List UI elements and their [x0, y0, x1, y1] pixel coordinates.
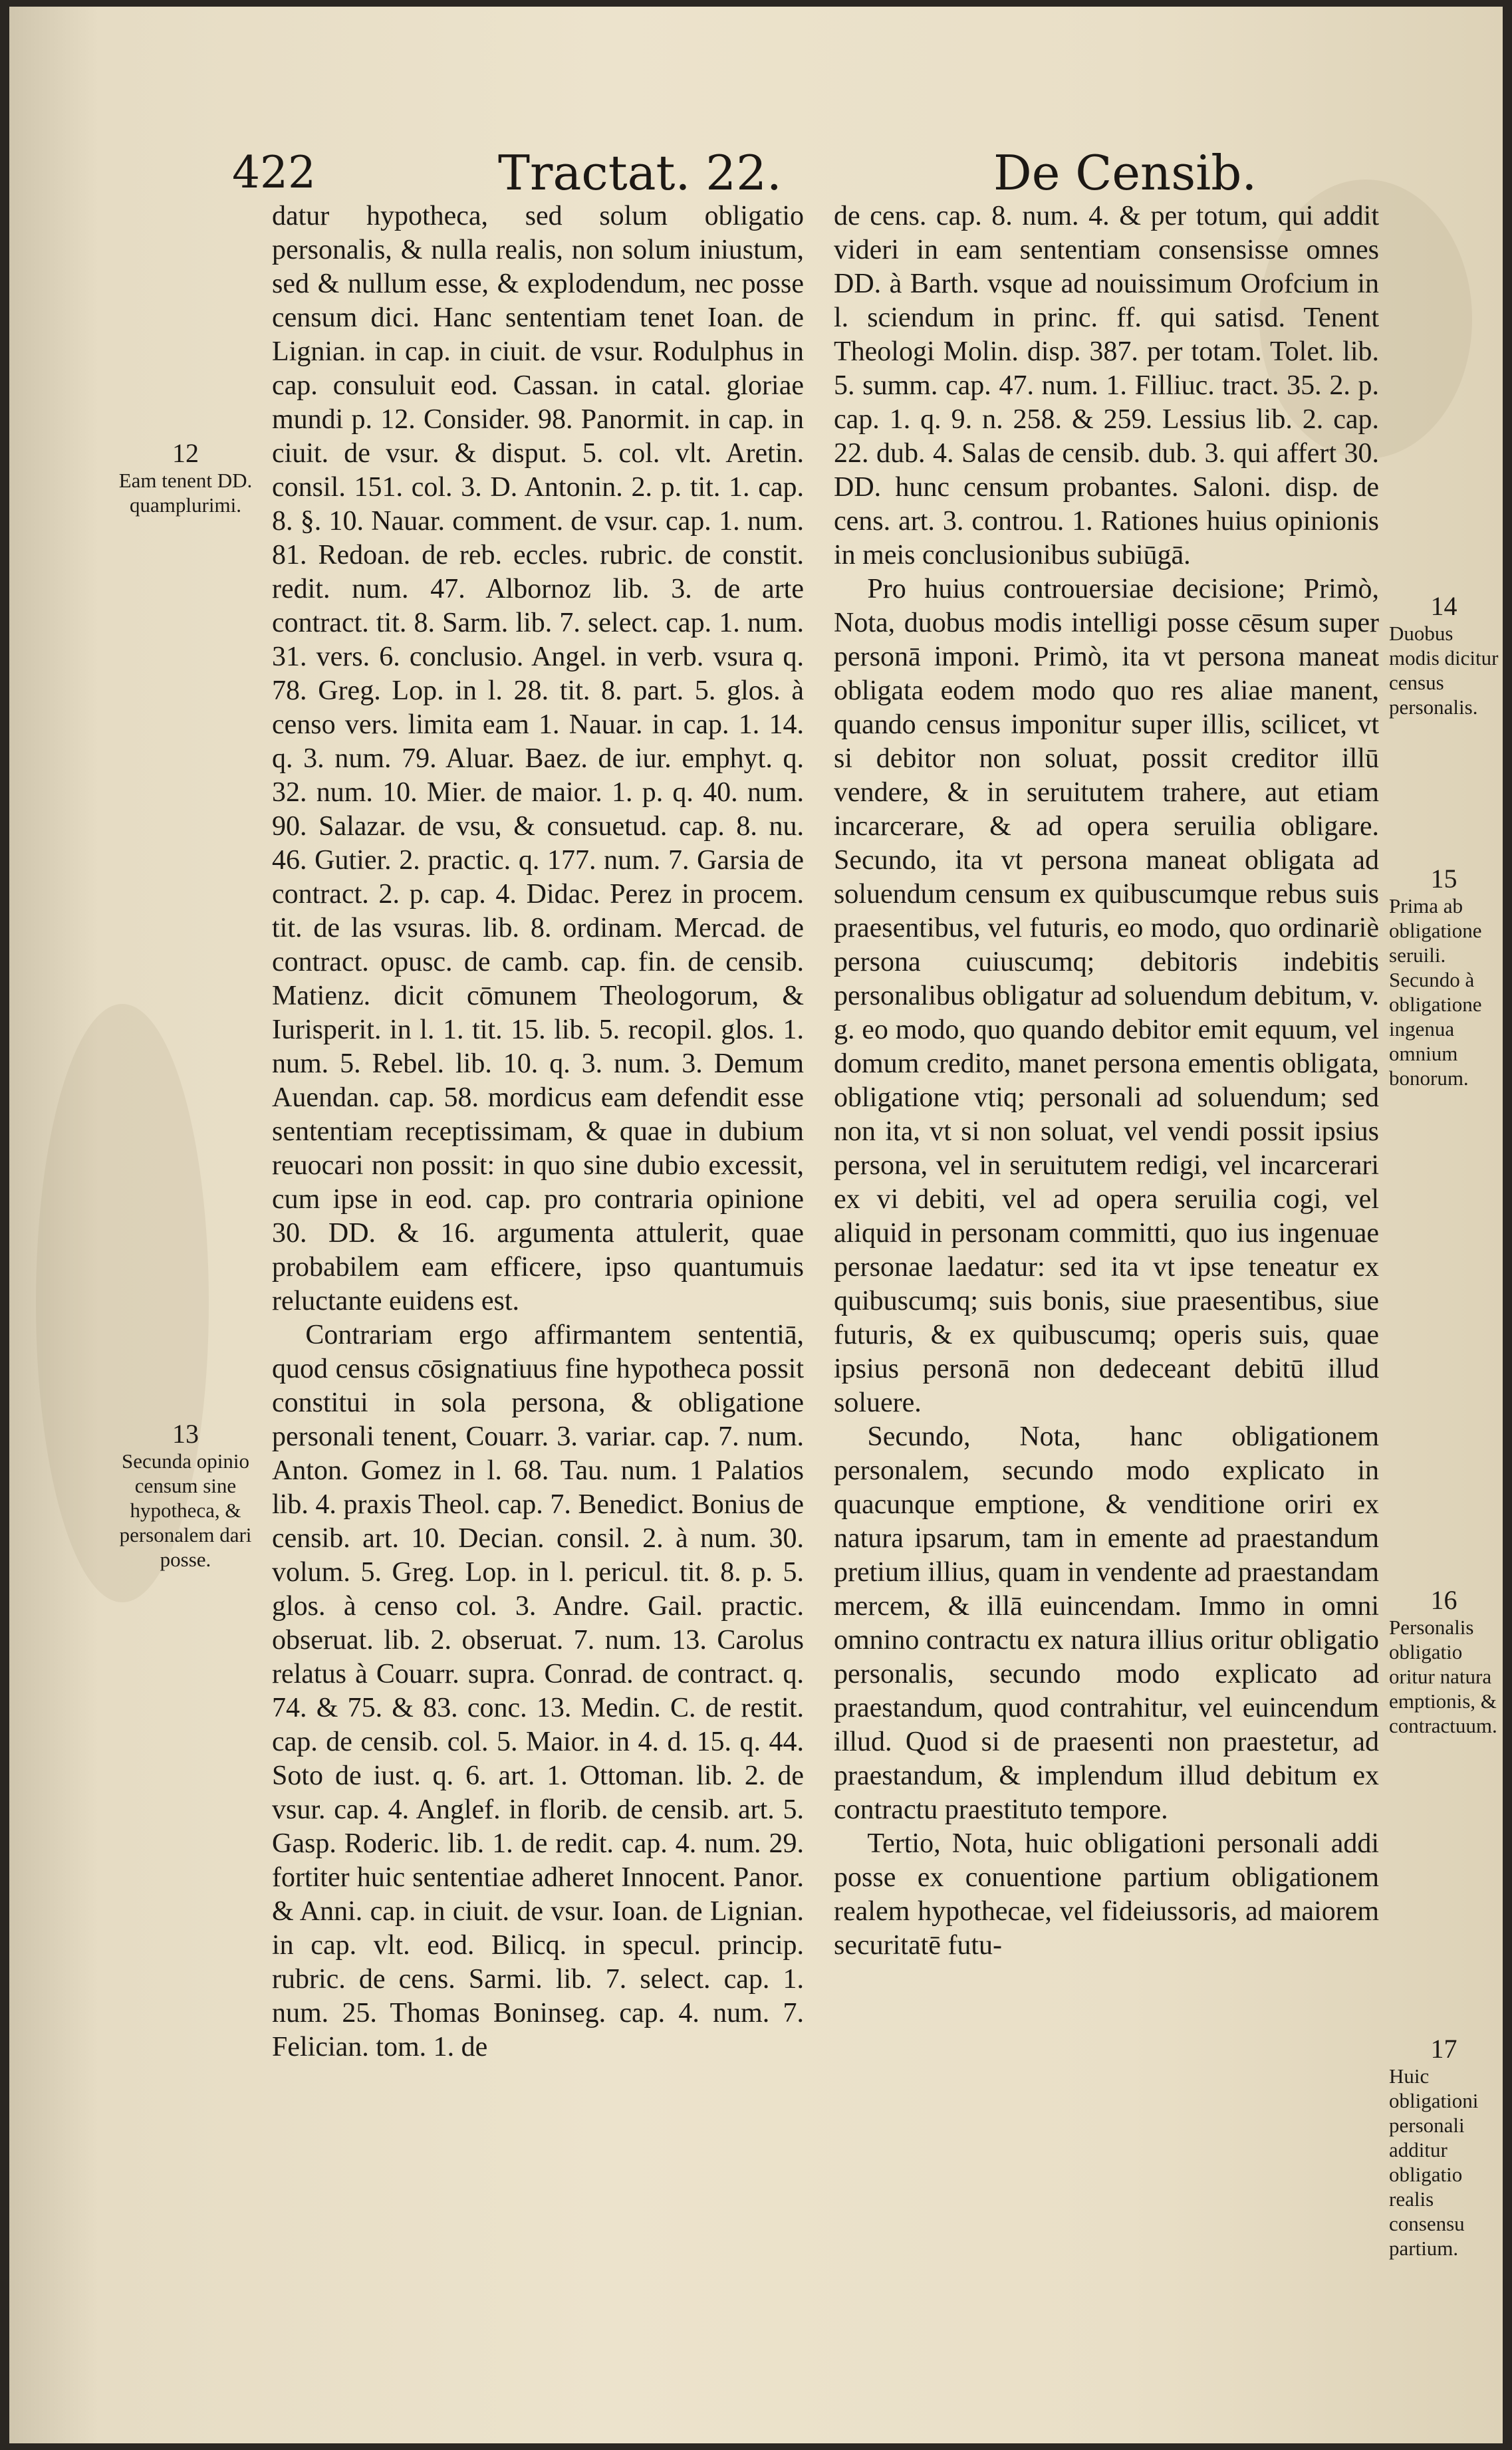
paragraph: datur hypotheca, sed solum obligatio personalis, & nulla realis, non solum iniustum, sed & nullum esse, & explodendum, nec posse censum dici. Hanc sententiam tenet Ioan. de Lignian. in cap. in ciuit. de vsur. Rodulphus in cap. consuluit eod. Cassan. in catal. gloriae mundi p. 12. Consider. 98. Panormit. in cap. in ciuit. de vsur. & disput. 5. col. vlt. Aretin. consil. 151. col. 3. D. Antonin. 2. p. tit. 1. cap. 8. §. 10. Nauar. comment. de vsur. cap. 1. num. 81. Redoan. de reb. eccles. rubric. de constit. redit. num. 47. Albornoz lib. 3. de arte contract. tit. 8. Sarm. lib. 7. select. cap. 1. num. 31. vers. 6. conclusio. Angel. in verb. vsura q. 78. Greg. Lop. in l. 28. tit. 8. part. 5. glos. à censo vers. limita eam 1. Nauar. in cap. 1. 14. q. 3. num. 79. Aluar. Baez. de iur. emphyt. q. 32. num. 10. Mier. de maior. 1. p. q. 40. num. 90. Salazar. de vsu, & consuetud. cap. 8. nu. 46. Gutier. 2. practic. q. 177. num. 7. Garsia de contract. 2. p. cap. 4. Didac. Perez in procem. tit. de las vsuras. lib. 8. ordinam. Mercad. de contract. opusc. de camb. cap. fin. de censib. Matienz. dicit cōmunem Theologorum, & Iurisperit. in l. 1. tit. 15. lib. 5. recopil. glos. 1. num. 5. Rebel. lib. 10. q. 3. num. 3. Demum Auendan. cap. 58. mordicus eam defendit esse sententiam receptissimam, & quae in dubium reuocari non possit: in quo sine dubio excessit, cum ipse in eod. cap. pro contraria opinione 30. DD. & 16. argumenta attulerit, quae probabilem eam efficere, ipso quantumuis reluctante euidens est. — [272, 201, 804, 1316]
margin-note-text: Prima ab obligatione seruili. Secundo à obligatione ingenua omnium bonorum. — [1389, 894, 1482, 1090]
margin-note-number: 14 — [1430, 591, 1457, 621]
page-header — [9, 143, 1503, 203]
book-page — [9, 7, 1503, 2443]
running-head-title: De Censib. — [993, 145, 1257, 201]
margin-note-number: 13 — [172, 1419, 199, 1449]
page-number: 422 — [232, 147, 316, 198]
margin-note — [1389, 1586, 1499, 1738]
margin-note — [106, 1419, 265, 1572]
margin-note-text: Huic obligationi personali additur obligatio realis consensu partium. — [1389, 2064, 1479, 2260]
margin-note — [1389, 592, 1499, 719]
paragraph: de cens. cap. 8. num. 4. & per totum, qui addit videri in eam sententiam consensisse omnes DD. à Barth. vsque ad nouissimum Orofcium in l. sciendum in princ. ff. qui satisd. Tenent Theologi Molin. disp. 387. per totam. Tolet. lib. 5. summ. cap. 47. num. 1. Filliuc. tract. 35. 2. p. cap. 1. q. 9. n. 258. & 259. Lessius lib. 2. cap. 22. dub. 4. Salas de censib. dub. 3. qui affert 30. DD. hunc censum probantes. Saloni. disp. de cens. art. 3. controu. 1. Rationes huius opinionis in meis conclusionibus subiūgā. — [834, 201, 1379, 570]
margin-note — [1389, 2034, 1499, 2261]
paragraph: Pro huius controuersiae decisione; Primò, Nota, duobus modis intelligi posse cēsum super personā imponi. Primò, ita vt persona maneat obligata eodem modo quo res aliae manent, quando census imponitur super illis, scilicet, vt si debitor non soluat, possit creditor illū vendere, & in seruitutem trahere, aut etiam incarcerare, & ad opera seruilia obligare. Secundo, ita vt persona maneat obligata ad soluendum censum ex quibuscumque rebus suis praesentibus, vel futuris, eo modo, quo ordinariè persona cuiuscumq; debitoris indebitis personalibus obligatur ad soluendum debitum, v. g. eo modo, quo quando debitor emit equum, vel domum credito, manet persona ementis obligata, obligatione vtiq; personali ad soluendum; sed non ita, vt si non soluat, vel vendi possit ipsius persona, vel in seruitutem redigi, vel incarcerari ex vi debiti, vel ad opera seruilia cogi, vel aliquid in personam committi, quo ius ingenuae personae laedatur: sed ita vt ipse teneatur ex quibuscumq; suis bonis, siue praesentibus, siue futuris, & ex quibuscumq; operis suis, quae ipsius personā non dedeceant debitū illud soluere. — [834, 574, 1379, 1418]
margin-note-text: Duobus modis dicitur census personalis. — [1389, 622, 1499, 719]
margin-note-text: Secunda opinio censum sine hypotheca, & personalem dari posse. — [119, 1449, 252, 1571]
right-text-column — [834, 199, 1379, 1963]
paragraph: Tertio, Nota, huic obligationi personali addi posse ex conuentione partium obligationem realem hypothecae, vel fideiussoris, ad maiorem securitatē futu- — [834, 1828, 1379, 1961]
margin-note-text: Eam tenent DD. quamplurimi. — [118, 469, 253, 517]
paragraph: Contrariam ergo affirmantem sententiā, quod census cōsignatiuus fine hypotheca possit constitui in sola persona, & obligatione personali tenent, Couarr. 3. variar. cap. 7. num. Anton. Gomez in l. 68. Tau. num. 1 Palatios lib. 4. praxis Theol. cap. 7. Benedict. Bonius de censib. art. 10. Decian. consil. 2. à num. 30. volum. 5. Greg. Lop. in l. pericul. tit. 8. p. 5. glos. à censo col. 3. Andre. Gail. practic. obseruat. lib. 2. obseruat. 7. num. 13. Carolus relatus à Couarr. supra. Conrad. de contract. q. 74. & 75. & 83. conc. 13. Medin. C. de restit. cap. de censib. col. 5. Maior. in 4. d. 15. q. 44. Soto de iust. q. 6. art. 1. Ottoman. lib. 2. de vsur. cap. 4. Anglef. in florib. de censib. art. 5. Gasp. Roderic. lib. 1. de redit. cap. 4. num. 29. fortiter huic sententiae adheret Innocent. Panor. & Anni. cap. in ciuit. de vsur. Ioan. de Lignian. in cap. vlt. eod. Bilicq. in specul. princip. rubric. de cens. Sarmi. lib. 7. select. cap. 1. num. 25. Thomas Boninseg. cap. 4. num. 7. Felician. tom. 1. de — [272, 1320, 804, 2062]
margin-note-number: 16 — [1430, 1585, 1457, 1615]
left-text-column — [272, 199, 804, 2064]
margin-note — [106, 439, 265, 517]
margin-note — [1389, 864, 1499, 1090]
running-head-tractatus: Tractat. 22. — [498, 145, 782, 201]
margin-note-number: 17 — [1430, 2034, 1457, 2064]
margin-note-text: Personalis obligatio oritur natura emptionis, & contractuum. — [1389, 1616, 1497, 1737]
margin-note-number: 12 — [172, 438, 199, 468]
paragraph: Secundo, Nota, hanc obligationem personalem, secundo modo explicato in quacunque emptione, & venditione oriri ex natura ipsarum, tam in emente ad praestandum pretium illius, quam in vendente ad praestandam mercem, & illā euincendam. Immo in omni omnino contractu ex natura illius oritur obligatio personalis, secundo modo explicato ad praestandum, quod contrahitur, vel euincendum illud. Quod si de praesenti non praestetur, ad praestandum, & implendum illud debitum ex contractu praestituto tempore. — [834, 1421, 1379, 1825]
margin-note-number: 15 — [1430, 864, 1457, 894]
